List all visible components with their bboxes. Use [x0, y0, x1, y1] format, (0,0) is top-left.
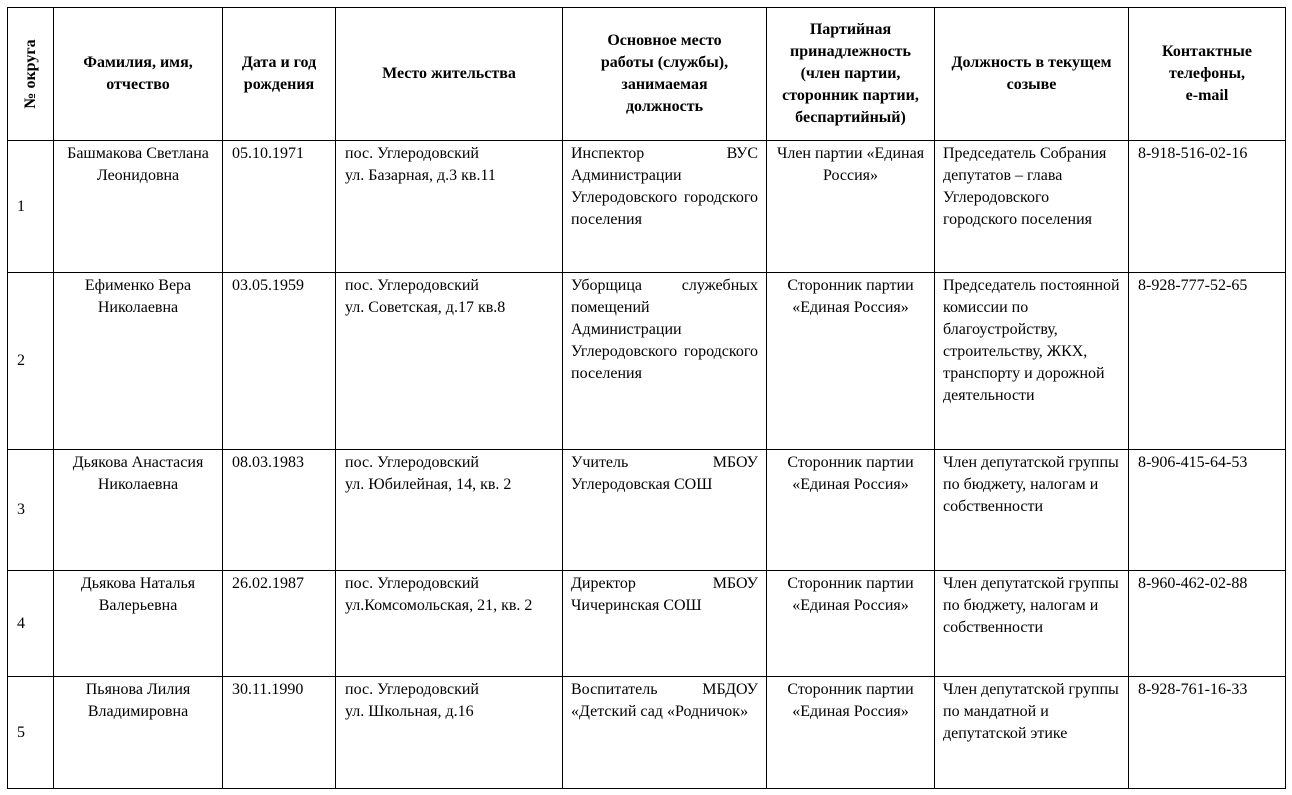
district-number-cell: 1 [8, 141, 54, 273]
header-district-number-label: № округа [21, 39, 39, 109]
workplace-cell: Учитель МБОУ Углеродовская СОШ [563, 450, 767, 571]
phone-cell: 8-918-516-02-16 [1129, 141, 1286, 273]
header-district-number [8, 8, 54, 141]
birth-date-cell: 26.02.1987 [223, 571, 336, 677]
residence-line: пос. Углеродовский [345, 277, 479, 294]
party-cell: Сторонник партии «Единая Россия» [767, 571, 935, 677]
district-number-cell: 5 [8, 677, 54, 789]
residence-line: ул.Комсомольская, 21, кв. 2 [345, 597, 533, 614]
phone-cell: 8-928-761-16-33 [1129, 677, 1286, 789]
phone-cell: 8-960-462-02-88 [1129, 571, 1286, 677]
workplace-cell: Директор МБОУ Чичеринская СОШ [563, 571, 767, 677]
workplace-cell: Инспектор ВУС Администрации Углеродовского городского поселения [563, 141, 767, 273]
full-name-cell: Пьянова Лилия Владимировна [54, 677, 223, 789]
residence-line: ул. Базарная, д.3 кв.11 [345, 167, 496, 184]
table-row [8, 677, 1286, 789]
header-contacts-line1: Контактные телефоны, [1162, 43, 1252, 82]
residence-line: ул. Школьная, д.16 [345, 703, 474, 720]
table-row [8, 571, 1286, 677]
deputies-document [7, 7, 1286, 789]
residence-line: пос. Углеродовский [345, 454, 479, 471]
table-header-row [8, 8, 1286, 141]
header-party: Партийная принадлежность (член партии, сторонник партии, беспартийный) [767, 8, 935, 141]
residence-line: пос. Углеродовский [345, 145, 479, 162]
party-cell: Сторонник партии «Единая Россия» [767, 677, 935, 789]
party-cell: Сторонник партии «Единая Россия» [767, 450, 935, 571]
header-workplace: Основное место работы (службы), занимаемая должность [563, 8, 767, 141]
residence-line: ул. Юбилейная, 14, кв. 2 [345, 476, 512, 493]
party-cell: Член партии «Единая Россия» [767, 141, 935, 273]
district-number-cell: 3 [8, 450, 54, 571]
current-position-cell: Председатель постоянной комиссии по благоустройству, строительству, ЖКХ, транспорту и дорожной деятельности [935, 273, 1129, 450]
current-position-cell: Председатель Собрания депутатов – глава Углеродовского городского поселения [935, 141, 1129, 273]
full-name-cell: Ефименко Вера Николаевна [54, 273, 223, 450]
current-position-cell: Член депутатской группы по мандатной и депутатской этике [935, 677, 1129, 789]
residence-cell [336, 677, 563, 789]
full-name-cell: Дьякова Анастасия Николаевна [54, 450, 223, 571]
phone-cell: 8-906-415-64-53 [1129, 450, 1286, 571]
full-name-cell: Башмакова Светлана Леонидовна [54, 141, 223, 273]
header-contacts [1129, 8, 1286, 141]
phone-cell: 8-928-777-52-65 [1129, 273, 1286, 450]
table-row [8, 141, 1286, 273]
residence-cell [336, 450, 563, 571]
current-position-cell: Член депутатской группы по бюджету, налогам и собственности [935, 450, 1129, 571]
birth-date-cell: 03.05.1959 [223, 273, 336, 450]
birth-date-cell: 08.03.1983 [223, 450, 336, 571]
party-cell: Сторонник партии «Единая Россия» [767, 273, 935, 450]
workplace-cell: Воспитатель МБДОУ «Детский сад «Родничок» [563, 677, 767, 789]
birth-date-cell: 05.10.1971 [223, 141, 336, 273]
table-row [8, 273, 1286, 450]
residence-cell [336, 141, 563, 273]
header-birth-date: Дата и год рождения [223, 8, 336, 141]
residence-line: ул. Советская, д.17 кв.8 [345, 299, 506, 316]
residence-line: пос. Углеродовский [345, 681, 479, 698]
header-residence: Место жительства [336, 8, 563, 141]
residence-line: пос. Углеродовский [345, 575, 479, 592]
current-position-cell: Член депутатской группы по бюджету, налогам и собственности [935, 571, 1129, 677]
residence-cell [336, 273, 563, 450]
residence-cell [336, 571, 563, 677]
full-name-cell: Дьякова Наталья Валерьевна [54, 571, 223, 677]
header-full-name: Фамилия, имя, отчество [54, 8, 223, 141]
district-number-cell: 4 [8, 571, 54, 677]
birth-date-cell: 30.11.1990 [223, 677, 336, 789]
workplace-cell: Уборщица служебных помещений Администрации Углеродовского городского поселения [563, 273, 767, 450]
header-contacts-line2: e-mail [1185, 87, 1229, 104]
table-row [8, 450, 1286, 571]
deputies-table [7, 7, 1286, 789]
header-current-position: Должность в текущем созыве [935, 8, 1129, 141]
district-number-cell: 2 [8, 273, 54, 450]
